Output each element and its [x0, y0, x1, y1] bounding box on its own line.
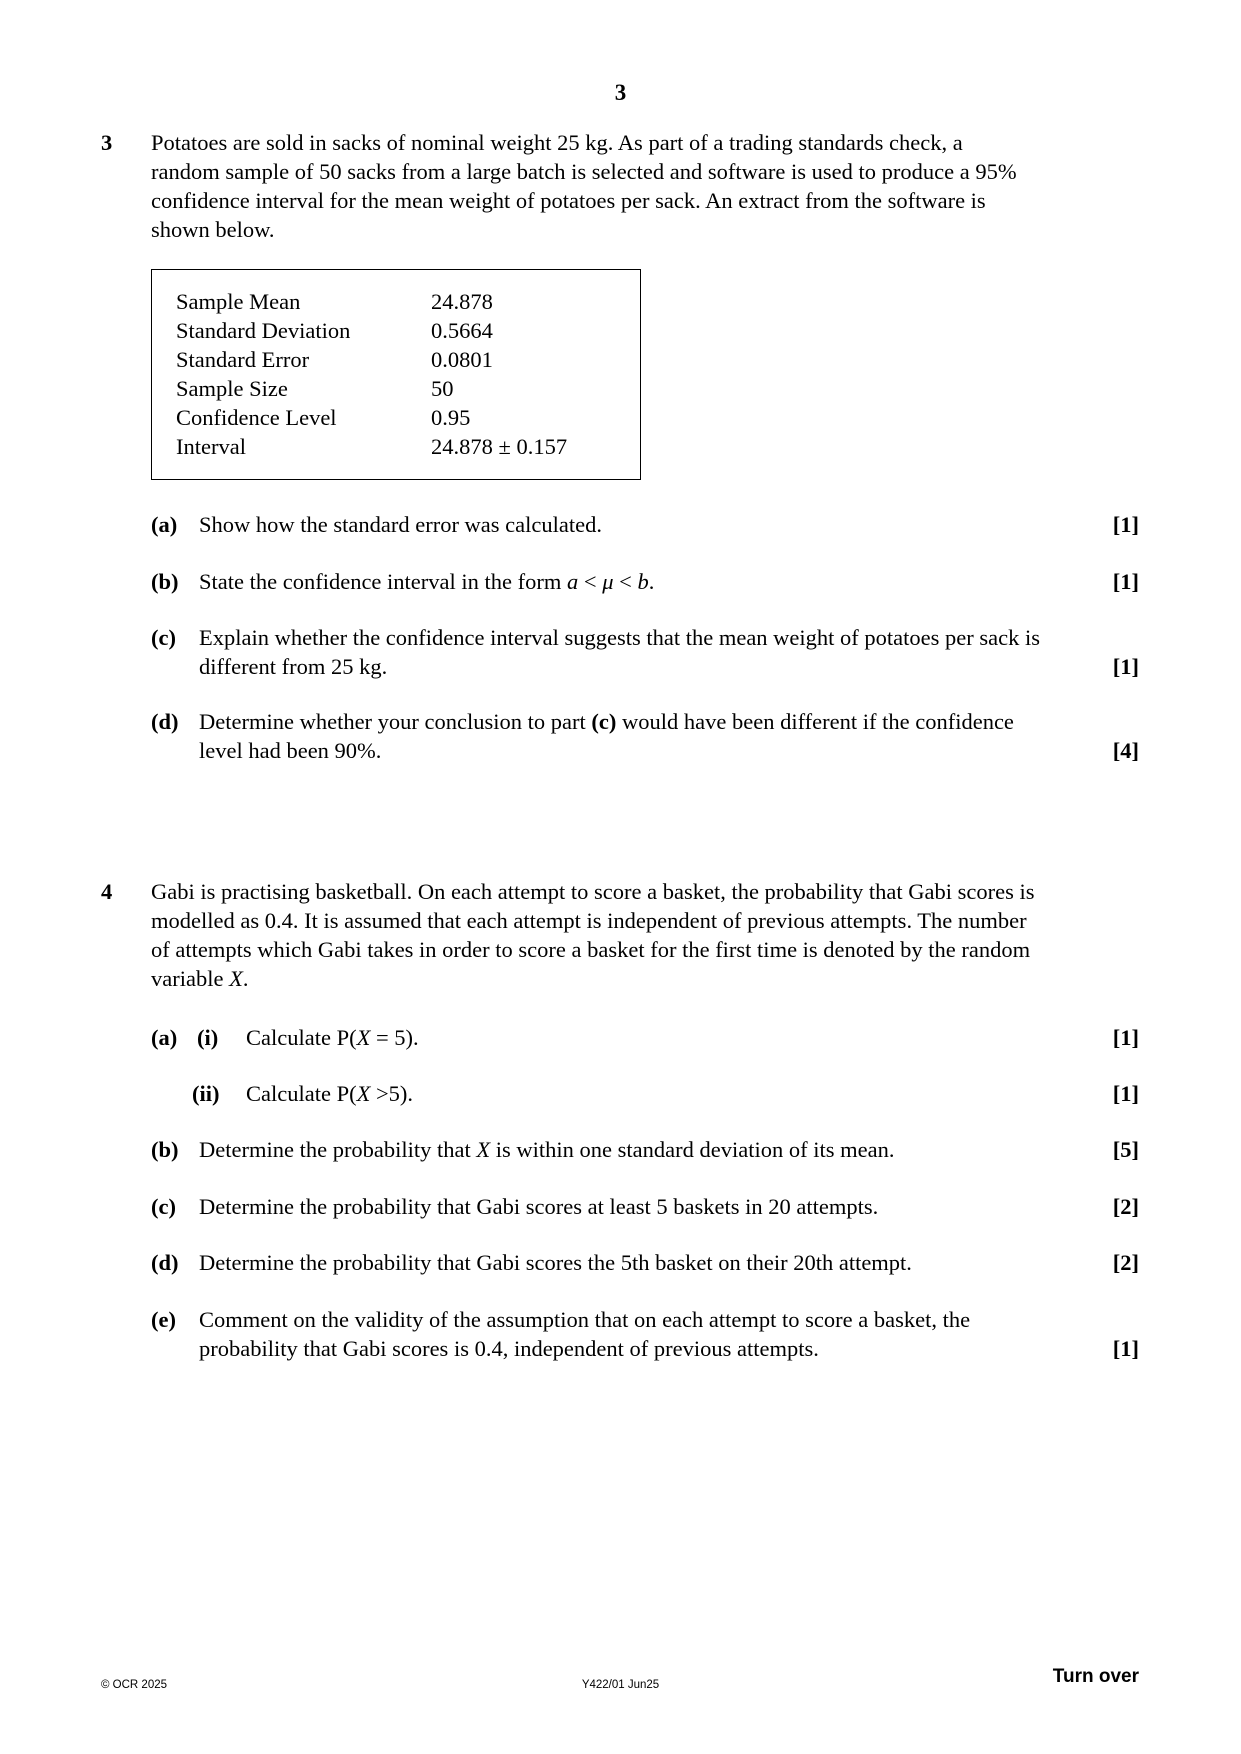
- less-than: <: [578, 569, 603, 594]
- question-4-intro-line: Gabi is practising basketball. On each attempt to score a basket, the probability that Gabi scores is: [151, 879, 1035, 904]
- footer-copyright: © OCR 2025: [101, 1679, 168, 1691]
- part-label: (e): [151, 1307, 176, 1332]
- part-text-segment: is within one standard deviation of its mean.: [490, 1137, 895, 1162]
- software-output-label: Confidence Level: [176, 405, 337, 430]
- marks: [1]: [1112, 1336, 1139, 1361]
- software-output-row: [176, 432, 616, 461]
- math-a: a: [567, 569, 579, 594]
- marks: [1]: [1112, 1081, 1139, 1106]
- question-4-intro-line: of attempts which Gabi takes in order to score a basket for the first time is denoted by the random: [151, 937, 1031, 962]
- marks: [5]: [1112, 1137, 1139, 1162]
- part-label: (b): [151, 569, 179, 594]
- math-mu: μ: [602, 569, 614, 594]
- software-output-value: 0.5664: [431, 318, 493, 343]
- question-4-intro-line: [151, 964, 1139, 993]
- software-output-label: Sample Size: [176, 376, 288, 401]
- software-output-label: Interval: [176, 434, 246, 459]
- part-text-segment: Calculate P(: [246, 1025, 357, 1050]
- marks: [1]: [1112, 1025, 1139, 1050]
- question-3-intro-line: shown below.: [151, 217, 275, 242]
- software-output-value: 0.95: [431, 405, 471, 430]
- part-reference: (c): [591, 709, 617, 734]
- marks: [1]: [1112, 654, 1139, 679]
- part-text-segment: >5).: [370, 1081, 414, 1106]
- math-x: X: [229, 966, 243, 991]
- marks: [4]: [1112, 738, 1139, 763]
- question-3-intro-line: confidence interval for the mean weight of potatoes per sack. An extract from the software is: [151, 188, 986, 213]
- software-output-label: Standard Deviation: [176, 318, 351, 343]
- turn-over-label: Turn over: [1052, 1666, 1139, 1687]
- part-text: Show how the standard error was calculated.: [199, 512, 602, 537]
- question-3-intro-line: Potatoes are sold in sacks of nominal weight 25 kg. As part of a trading standards check, a: [151, 130, 963, 155]
- software-output-value: 24.878: [431, 289, 493, 314]
- intro-text-segment: .: [242, 966, 249, 991]
- marks: [2]: [1112, 1250, 1139, 1275]
- less-than: <: [613, 569, 638, 594]
- part-text-segment: State the confidence interval in the form: [199, 569, 567, 594]
- part-label: (d): [151, 1250, 179, 1275]
- page-number: 3: [614, 80, 627, 105]
- software-output-row: [176, 403, 616, 432]
- software-output-row: [176, 287, 616, 316]
- part-text: [246, 1023, 1106, 1052]
- part-text-segment: Determine whether your conclusion to part: [199, 709, 592, 734]
- part-text-line: level had been 90%.: [199, 738, 382, 763]
- software-output-label: Sample Mean: [176, 289, 301, 314]
- marks: [1]: [1112, 512, 1139, 537]
- software-output-value: 24.878 ± 0.157: [431, 434, 568, 459]
- software-output-value: 50: [431, 376, 454, 401]
- software-output-row: [176, 345, 616, 374]
- question-4-intro-line: modelled as 0.4. It is assumed that each attempt is independent of previous attempts. The number: [151, 908, 1027, 933]
- intro-text-segment: variable: [151, 966, 230, 991]
- question-3-intro: [151, 128, 1139, 244]
- part-text-segment: = 5).: [370, 1025, 419, 1050]
- question-3-intro-line: random sample of 50 sacks from a large batch is selected and software is used to produce a 95%: [151, 159, 1017, 184]
- question-4-number: 4: [101, 879, 113, 904]
- question-3-number: 3: [101, 130, 113, 155]
- math-x: X: [476, 1137, 491, 1162]
- software-output-row: [176, 374, 616, 403]
- math-x: X: [356, 1081, 371, 1106]
- part-text: [199, 567, 1059, 596]
- marks: [2]: [1112, 1194, 1139, 1219]
- part-text-segment: would have been different if the confidence: [616, 709, 1014, 734]
- question-4-intro: [151, 877, 1139, 993]
- footer-paper-code: Y422/01 Jun25: [581, 1679, 660, 1691]
- part-label: (a): [151, 1025, 178, 1050]
- software-output-row: [176, 316, 616, 345]
- part-text: [246, 1079, 1106, 1108]
- part-text-segment: .: [648, 569, 655, 594]
- part-text-line: probability that Gabi scores is 0.4, independent of previous attempts.: [199, 1336, 819, 1361]
- marks: [1]: [1112, 569, 1139, 594]
- part-text-segment: Determine the probability that: [199, 1137, 477, 1162]
- part-text-line: Explain whether the confidence interval suggests that the mean weight of potatoes per sack is: [199, 625, 1040, 650]
- subpart-label: (i): [197, 1025, 219, 1050]
- software-output-label: Standard Error: [176, 347, 310, 372]
- part-text-line: Comment on the validity of the assumption that on each attempt to score a basket, the: [199, 1307, 971, 1332]
- math-b: b: [637, 569, 649, 594]
- part-label: (c): [151, 1194, 176, 1219]
- part-text: Determine the probability that Gabi scores the 5th basket on their 20th attempt.: [199, 1250, 912, 1275]
- software-output-box: [151, 269, 641, 480]
- part-label: (c): [151, 625, 176, 650]
- part-label: (d): [151, 709, 179, 734]
- part-text-segment: Calculate P(: [246, 1081, 357, 1106]
- part-text: Determine the probability that Gabi scores at least 5 baskets in 20 attempts.: [199, 1194, 879, 1219]
- part-label: (b): [151, 1137, 179, 1162]
- part-label: (a): [151, 512, 178, 537]
- software-output-value: 0.0801: [431, 347, 493, 372]
- subpart-label: (ii): [192, 1081, 220, 1106]
- part-text-line: [199, 707, 1119, 736]
- part-text-line: different from 25 kg.: [199, 654, 388, 679]
- math-x: X: [356, 1025, 371, 1050]
- part-text: [199, 1135, 1059, 1164]
